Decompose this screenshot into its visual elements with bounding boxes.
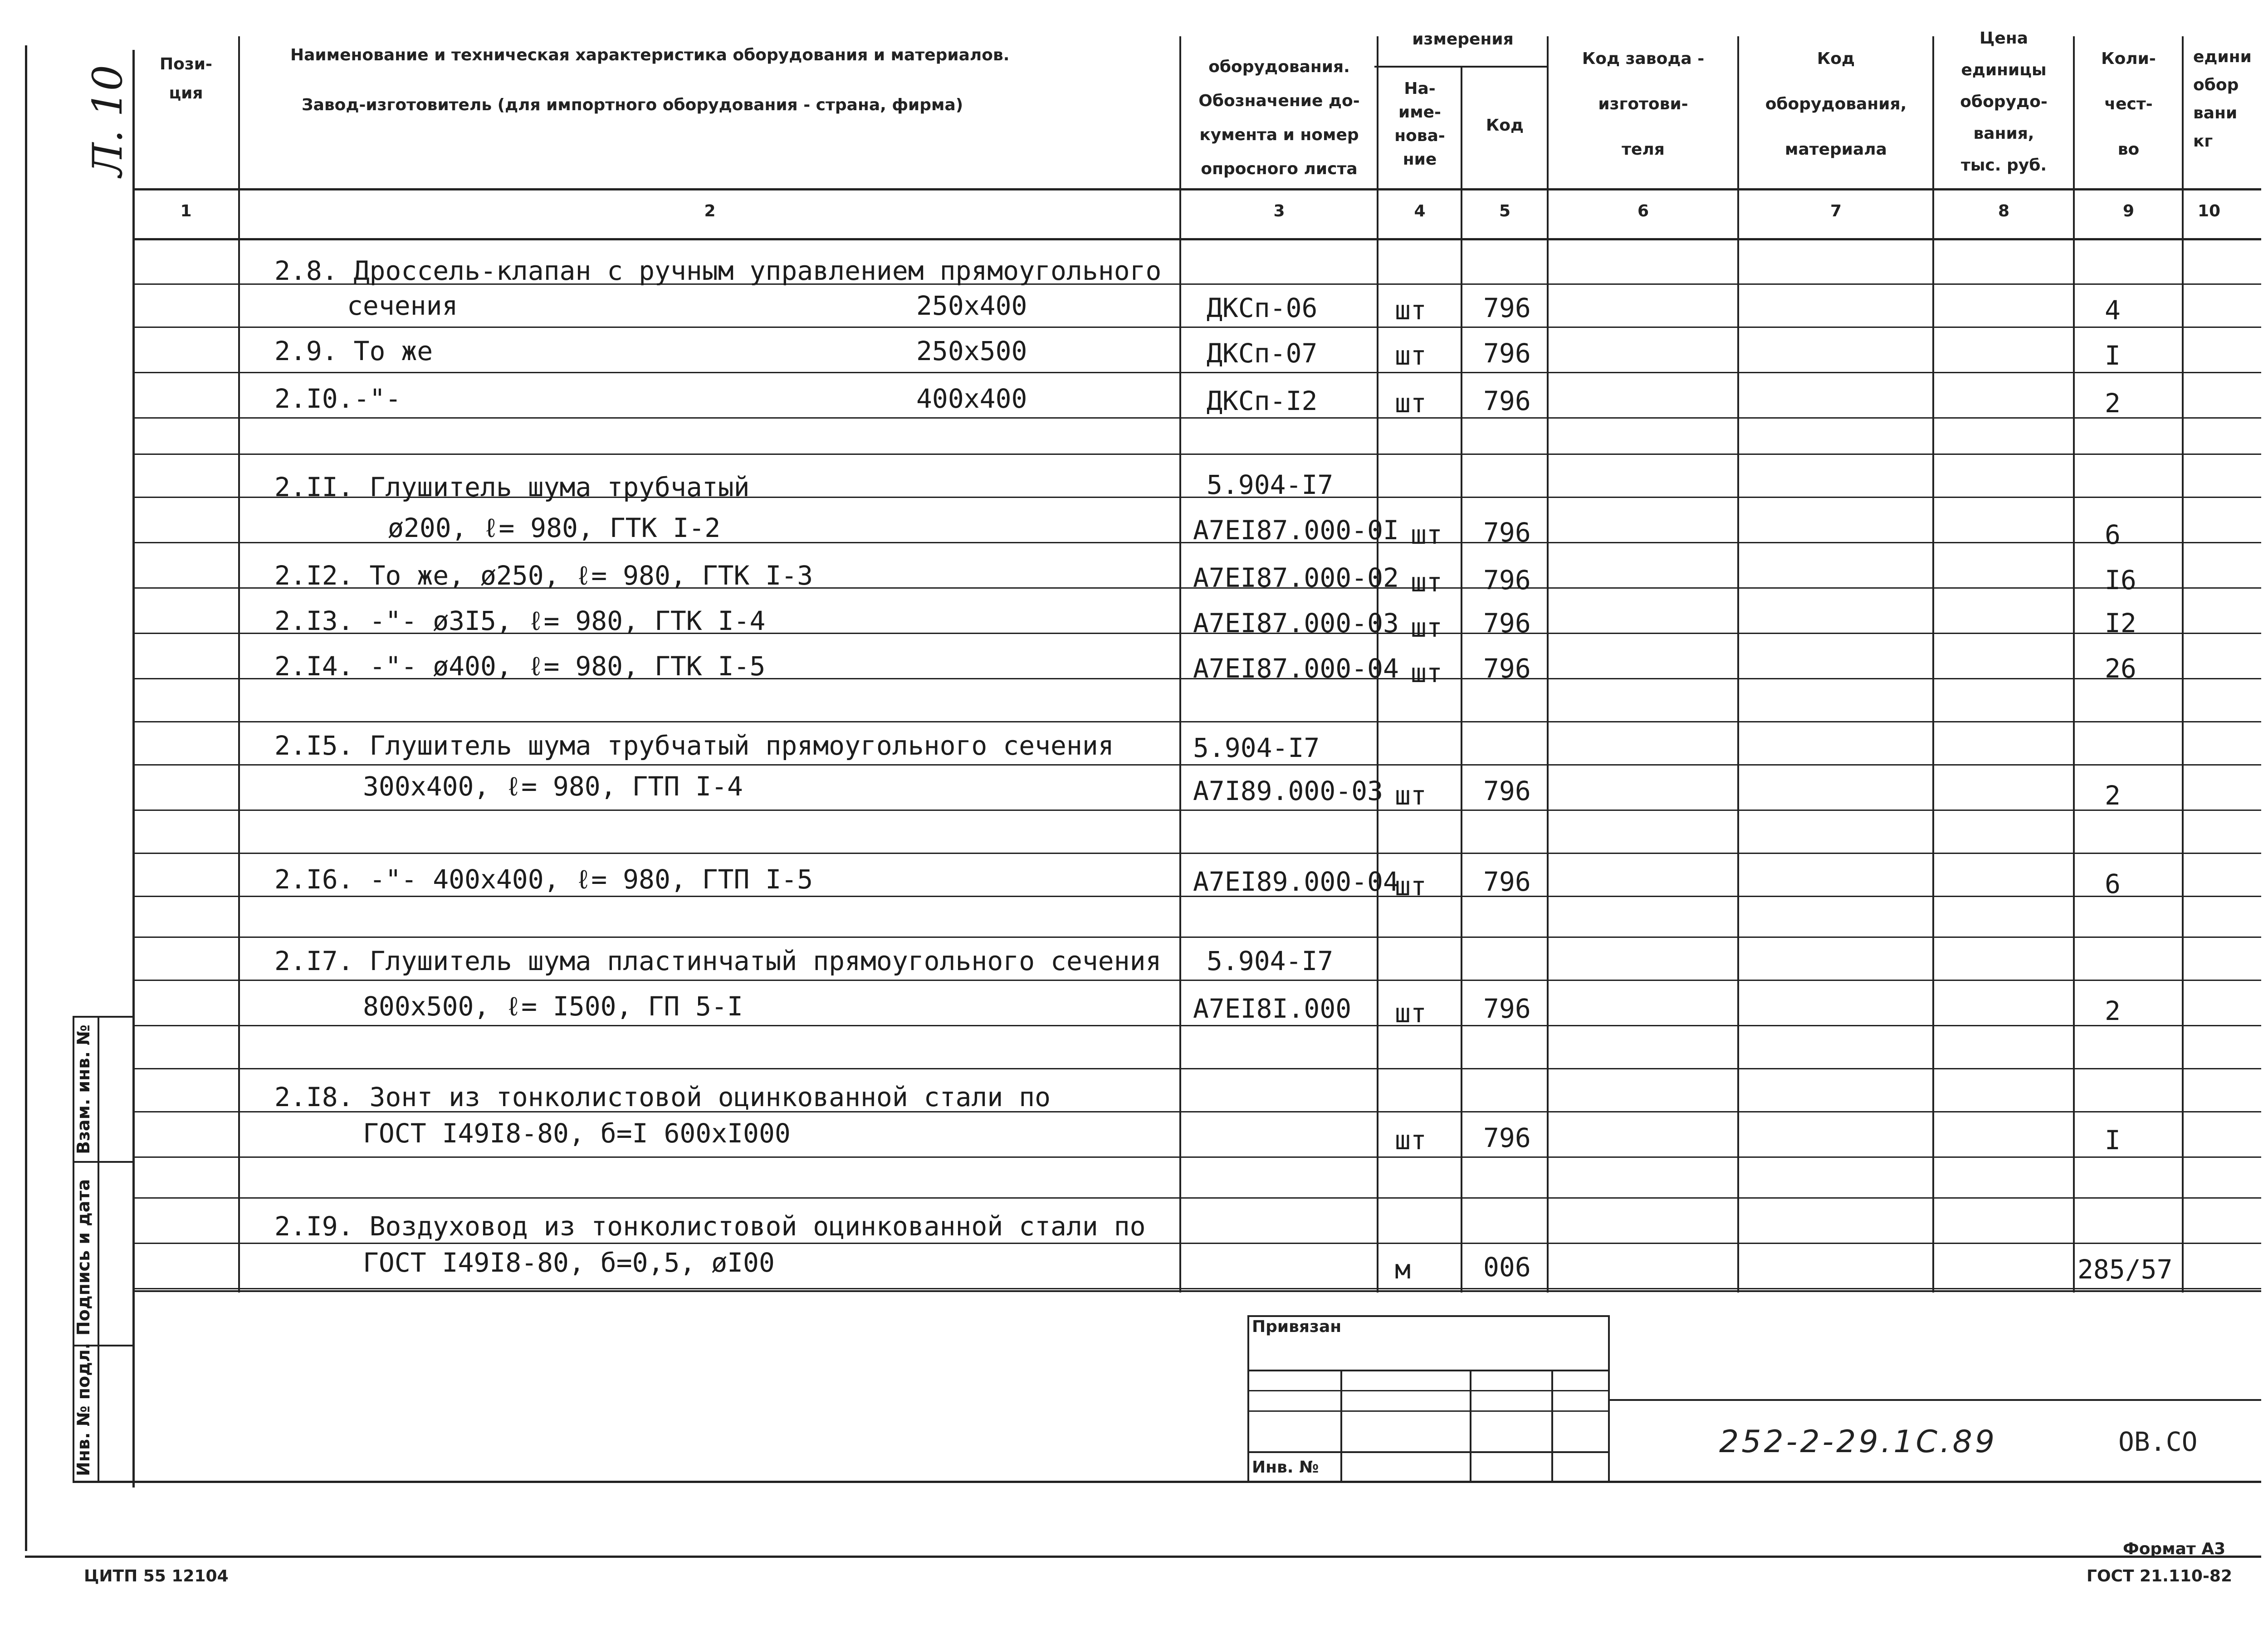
tb-box-h3 — [1247, 1410, 1608, 1412]
col-number-10: 10 — [2198, 202, 2221, 220]
row-name: 2.I9. Воздуховод из тонколистовой оцинкованной стали по — [274, 1211, 1146, 1242]
row-doc: А7I89.000-03 — [1193, 776, 1383, 806]
row-name: сечения — [347, 290, 458, 321]
footer-format: Формат А3 — [2123, 1540, 2226, 1558]
row-code: 796 — [1483, 1122, 1531, 1153]
row-separator — [132, 937, 2261, 938]
tb-privyazan: Привязан — [1252, 1317, 1342, 1336]
col-line-7 — [1932, 36, 1934, 1293]
row-unit: шт — [1395, 1125, 1427, 1156]
header-col10: едини обор вани кг — [2193, 48, 2252, 151]
tb-right-line — [1608, 1399, 2261, 1401]
header-col9: Коли- чест- во — [2101, 49, 2156, 159]
col-line-9 — [2182, 36, 2184, 1293]
col-number-6: 6 — [1637, 202, 1649, 220]
row-unit: шт — [1411, 567, 1442, 598]
tb-box-h2 — [1247, 1390, 1608, 1391]
row-doc: ДКСп-07 — [1207, 338, 1318, 369]
row-doc: А7ЕI87.000-02 — [1193, 562, 1399, 593]
row-separator — [132, 1288, 2261, 1289]
row-separator — [132, 1025, 2261, 1026]
row-code: 796 — [1483, 866, 1531, 897]
row-unit: шт — [1395, 340, 1427, 371]
header-col6: Код завода - изготови- теля — [1582, 49, 1705, 159]
tb-box-v3 — [1551, 1370, 1553, 1483]
row-qty: 26 — [2105, 653, 2136, 684]
title-block-bottom — [73, 1481, 2261, 1483]
side-stamp-inv: Инв. № подл. — [73, 1342, 93, 1476]
row-doc: А7ЕI8I.000 — [1193, 993, 1352, 1024]
header-col2-line1: Наименование и техническая характеристика оборудования и материалов. — [290, 46, 1010, 64]
row-separator — [132, 810, 2261, 811]
table-left-border — [132, 50, 135, 1488]
row-code: 796 — [1483, 608, 1531, 639]
footer-left: ЦИТП 55 12104 — [84, 1567, 229, 1585]
sheet-mark: Л. 10 — [84, 65, 132, 177]
footer-gost: ГОСТ 21.110-82 — [2087, 1567, 2233, 1585]
tb-box-v2 — [1470, 1370, 1471, 1483]
row-name: ГОСТ I49I8-80, б=0,5, øI00 — [363, 1247, 775, 1278]
header-col2-line2: Завод-изготовитель (для импортного оборудования - страна, фирма) — [302, 96, 963, 114]
row-unit: шт — [1395, 998, 1427, 1029]
frame-bottom-border — [25, 1556, 2261, 1558]
row-separator — [132, 721, 2261, 722]
row-name: ГОСТ I49I8-80, б=I 600xI000 — [363, 1118, 791, 1149]
row-qty: 2 — [2105, 780, 2121, 811]
row-qty: 4 — [2105, 295, 2121, 326]
row-doc: А7ЕI87.000-03 — [1193, 608, 1399, 639]
col-line-2 — [1179, 36, 1181, 1293]
header-col8: Цена единицы оборудо- вания, тыс. руб. — [1960, 29, 2048, 175]
col-number-2: 2 — [704, 202, 716, 220]
row-name: 2.I2. То же, ø250, ℓ= 980, ГТК I-3 — [274, 560, 813, 591]
row-qty: 6 — [2105, 519, 2121, 550]
col-number-9: 9 — [2122, 202, 2135, 220]
row-size: 250x400 — [916, 290, 1027, 321]
row-code: 796 — [1483, 653, 1531, 684]
row-name: 800x500, ℓ= I500, ГП 5-I — [363, 991, 743, 1022]
row-unit: шт — [1395, 388, 1427, 419]
row-code: 796 — [1483, 993, 1531, 1024]
tb-mark: ОВ.СО — [2118, 1426, 2198, 1457]
row-code: 796 — [1483, 293, 1531, 323]
frame-left-border — [25, 45, 27, 1551]
row-code: 796 — [1483, 776, 1531, 806]
numbers-bottom-line — [132, 238, 2261, 240]
tb-box-top — [1247, 1315, 1608, 1317]
row-doc: 5.904-I7 — [1207, 946, 1334, 976]
row-qty: 2 — [2105, 995, 2121, 1026]
header-col1: Пози- ция — [160, 55, 212, 102]
col-number-8: 8 — [1998, 202, 2010, 220]
row-separator — [132, 980, 2261, 981]
col-number-1: 1 — [180, 202, 192, 220]
row-code: 796 — [1483, 385, 1531, 416]
col-number-7: 7 — [1830, 202, 1842, 220]
row-unit: шт — [1411, 519, 1442, 550]
header-col5: Код — [1486, 116, 1524, 135]
row-qty: 285/57 — [2077, 1254, 2173, 1285]
tb-doc-number: 252-2-29.1С.89 — [1719, 1424, 1998, 1460]
col-line-5 — [1547, 36, 1549, 1293]
row-doc: А7ЕI87.000-04 — [1193, 653, 1399, 684]
row-doc: А7ЕI89.000-04 — [1193, 866, 1399, 897]
col-number-3: 3 — [1273, 202, 1285, 220]
row-qty: I6 — [2105, 565, 2136, 595]
side-stamp-top — [73, 1016, 134, 1018]
title-block-top — [132, 1290, 2261, 1292]
row-name: 300x400, ℓ= 980, ГТП I-4 — [363, 771, 743, 802]
header-col7: Код оборудования, материала — [1765, 49, 1907, 159]
header-col4: На- име- нова- ние — [1394, 79, 1445, 169]
row-separator — [132, 454, 2261, 455]
tb-box-left — [1247, 1315, 1249, 1483]
header-units-group: измерения — [1412, 30, 1514, 49]
row-separator — [132, 853, 2261, 854]
row-name: 2.I3. -"- ø3I5, ℓ= 980, ГТК I-4 — [274, 605, 766, 636]
row-name: 2.I8. Зонт из тонколистовой оцинкованной стали по — [274, 1082, 1051, 1112]
row-doc: ДКСп-I2 — [1207, 385, 1318, 416]
row-separator — [132, 1068, 2261, 1069]
row-size: 250x500 — [916, 336, 1027, 366]
row-separator — [132, 1156, 2261, 1158]
row-separator — [132, 1243, 2261, 1244]
row-unit: м — [1395, 1254, 1411, 1285]
tb-box-h1 — [1247, 1370, 1608, 1371]
row-size: 400x400 — [916, 383, 1027, 414]
row-qty: I — [2105, 1125, 2121, 1156]
row-code: 796 — [1483, 565, 1531, 595]
side-stamp-vzam: Взам. инв. № — [73, 1024, 93, 1154]
side-stamp-mid — [98, 1016, 99, 1483]
row-name: ø200, ℓ= 980, ГТК I-2 — [388, 512, 721, 543]
header-col3: оборудования. Обозначение до- кумента и номер опросного листа — [1198, 58, 1360, 178]
tb-box-h4 — [1247, 1451, 1608, 1453]
row-unit: шт — [1395, 780, 1427, 811]
row-name: 2.I4. -"- ø400, ℓ= 980, ГТК I-5 — [274, 651, 766, 682]
row-unit: шт — [1395, 295, 1427, 326]
row-code: 006 — [1483, 1252, 1531, 1283]
side-stamp-podpis: Подпись и дата — [73, 1179, 93, 1336]
row-qty: I2 — [2105, 608, 2136, 639]
col-line-6 — [1737, 36, 1739, 1293]
header-bottom-line — [132, 188, 2261, 190]
row-qty: I — [2105, 340, 2121, 371]
row-separator — [132, 327, 2261, 328]
row-code: 796 — [1483, 517, 1531, 548]
tb-box-v1 — [1340, 1370, 1342, 1483]
row-name: 2.I0.-"- — [274, 383, 401, 414]
row-unit: шт — [1395, 871, 1427, 902]
row-separator — [132, 764, 2261, 766]
row-unit: шт — [1411, 612, 1442, 643]
row-qty: 2 — [2105, 388, 2121, 419]
row-name: 2.9. То же — [274, 336, 433, 366]
tb-inv-no: Инв. № — [1252, 1458, 1319, 1477]
row-name: 2.II. Глушитель шума трубчатый — [274, 472, 750, 502]
row-name: 2.8. Дроссель-клапан с ручным управлением прямоугольного — [274, 255, 1162, 286]
row-unit: шт — [1411, 658, 1442, 688]
col-line-1 — [238, 36, 240, 1293]
row-name: 2.I5. Глушитель шума трубчатый прямоугольного сечения — [274, 730, 1114, 761]
col-number-4: 4 — [1414, 202, 1426, 220]
row-qty: 6 — [2105, 868, 2121, 899]
row-separator — [132, 417, 2261, 419]
row-doc: ДКСп-06 — [1207, 293, 1318, 323]
row-name: 2.I7. Глушитель шума пластинчатый прямоугольного сечения — [274, 946, 1162, 976]
row-doc: А7ЕI87.000-0I — [1193, 515, 1399, 546]
row-name: 2.I6. -"- 400x400, ℓ= 980, ГТП I-5 — [274, 864, 813, 895]
side-stamp-div1 — [73, 1161, 134, 1163]
row-doc: 5.904-I7 — [1207, 469, 1334, 500]
row-separator — [132, 372, 2261, 373]
col-number-5: 5 — [1499, 202, 1511, 220]
row-doc: 5.904-I7 — [1193, 732, 1320, 763]
row-code: 796 — [1483, 338, 1531, 369]
row-separator — [132, 1197, 2261, 1199]
col-line-8 — [2073, 36, 2075, 1293]
